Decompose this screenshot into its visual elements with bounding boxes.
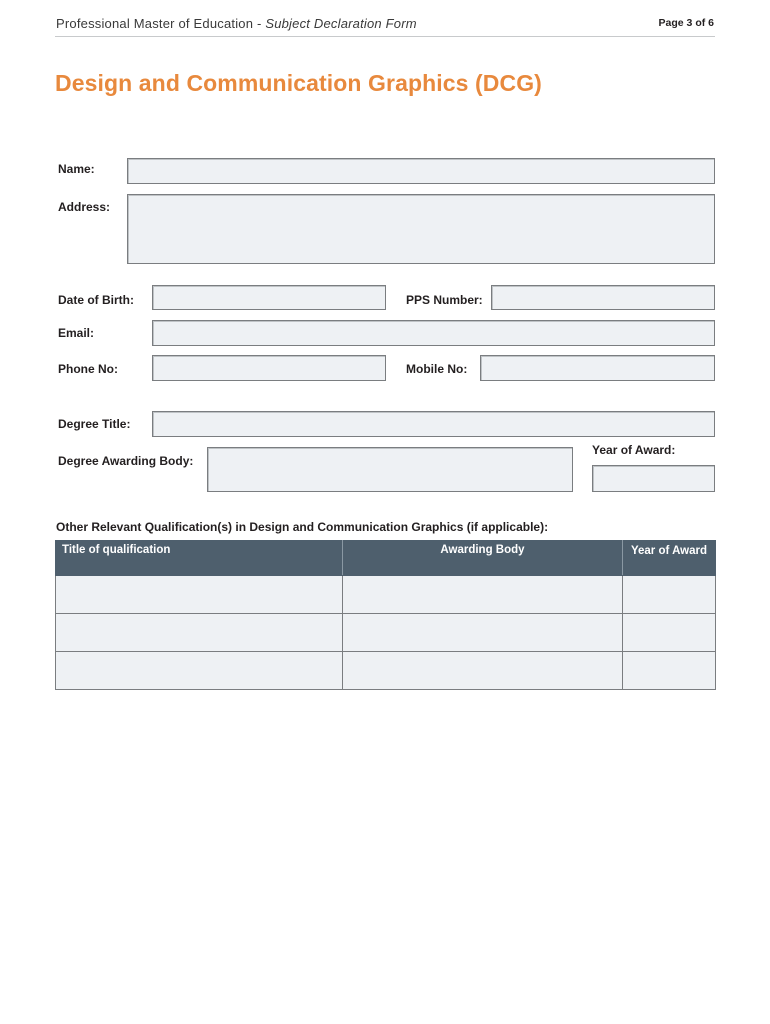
awarding-body-cell[interactable] (343, 652, 623, 690)
table-row (56, 576, 716, 614)
header-program (56, 16, 417, 31)
phone-label: Phone No: (58, 362, 118, 376)
year-cell[interactable] (623, 614, 716, 652)
table-row (56, 614, 716, 652)
address-field[interactable] (127, 194, 715, 264)
name-field[interactable] (127, 158, 715, 184)
awarding-body-label: Degree Awarding Body: (58, 454, 194, 468)
name-label: Name: (58, 162, 95, 176)
qualification-title-cell[interactable] (56, 614, 343, 652)
qualification-title-cell[interactable] (56, 576, 343, 614)
program-name: Professional Master of Education - (56, 16, 266, 31)
column-header-title: Title of qualification (56, 541, 343, 576)
table-header-row (56, 541, 716, 576)
pps-label: PPS Number: (406, 293, 483, 307)
table-row (56, 652, 716, 690)
pps-field[interactable] (491, 285, 715, 310)
awarding-body-cell[interactable] (343, 614, 623, 652)
address-label: Address: (58, 200, 111, 214)
column-header-year: Year of Award (623, 541, 716, 576)
phone-field[interactable] (152, 355, 386, 381)
year-cell[interactable] (623, 576, 716, 614)
year-award-label: Year of Award: (592, 443, 676, 457)
email-field[interactable] (152, 320, 715, 346)
year-award-field[interactable] (592, 465, 715, 492)
degree-title-field[interactable] (152, 411, 715, 437)
degree-title-label: Degree Title: (58, 417, 131, 431)
awarding-body-field[interactable] (207, 447, 573, 492)
page-number: Page 3 of 6 (658, 17, 714, 29)
page-title: Design and Communication Graphics (DCG) (55, 70, 542, 96)
column-header-awarding-body: Awarding Body (343, 541, 623, 576)
dob-field[interactable] (152, 285, 386, 310)
dob-label: Date of Birth: (58, 293, 134, 307)
email-label: Email: (58, 326, 95, 340)
mobile-field[interactable] (480, 355, 715, 381)
qualification-title-cell[interactable] (56, 652, 343, 690)
awarding-body-cell[interactable] (343, 576, 623, 614)
header-divider (55, 36, 715, 37)
form-name: Subject Declaration Form (265, 16, 417, 31)
qualifications-table (55, 540, 716, 690)
mobile-label: Mobile No: (406, 362, 468, 376)
qualifications-heading: Other Relevant Qualification(s) in Design and Communication Graphics (if applicable): (56, 520, 549, 534)
year-cell[interactable] (623, 652, 716, 690)
